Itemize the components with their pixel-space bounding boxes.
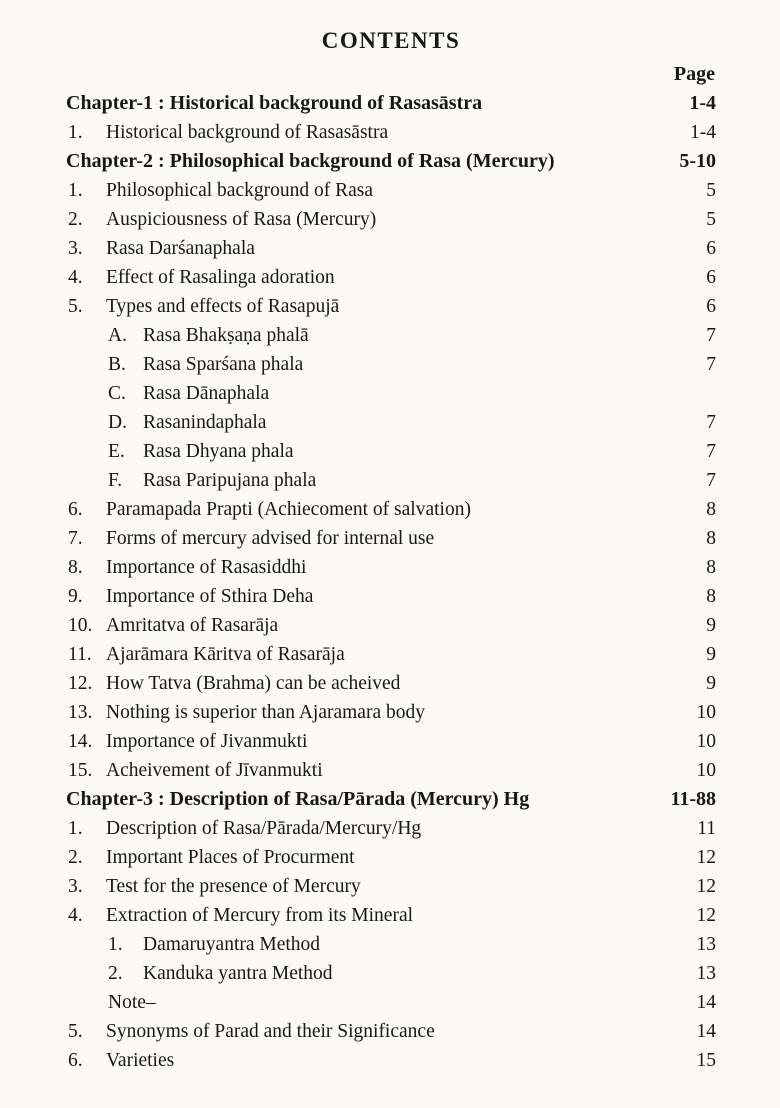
entry-title: Ajarāmara Kāritva of Rasarāja xyxy=(106,644,345,665)
toc-entry-row xyxy=(66,437,716,466)
entry-page-number: 12 xyxy=(696,905,716,926)
chapter-title: Chapter-2 : Philosophical background of Rasa (Mercury) xyxy=(66,150,555,172)
toc-entry-row xyxy=(66,321,716,350)
toc-entry-row xyxy=(66,205,716,234)
toc-entry-row xyxy=(66,669,716,698)
entry-number: 5. xyxy=(68,296,83,317)
entry-title: Important Places of Procurment xyxy=(106,847,355,868)
entry-number: 1. xyxy=(68,180,83,201)
entry-page-number: 14 xyxy=(696,1021,716,1042)
entry-page-number: 8 xyxy=(706,557,716,578)
entry-number: B. xyxy=(108,354,126,375)
chapter-title: Chapter-1 : Historical background of Rasasāstra xyxy=(66,92,483,114)
entry-title: Auspiciousness of Rasa (Mercury) xyxy=(106,209,377,230)
entry-number: C. xyxy=(108,383,126,404)
entry-page-number: 7 xyxy=(706,325,716,346)
entry-number: 3. xyxy=(68,238,83,259)
toc-entry-row xyxy=(66,553,716,582)
entry-title: Importance of Jivanmukti xyxy=(106,731,308,752)
toc-entry-row xyxy=(66,118,716,147)
toc-entry-row xyxy=(66,814,716,843)
entry-page-number: 7 xyxy=(706,412,716,433)
entry-number: 15. xyxy=(68,760,93,781)
entry-page-number: 1-4 xyxy=(689,92,716,114)
entry-number: 10. xyxy=(68,615,93,636)
toc-entry-row xyxy=(66,176,716,205)
entry-title: Historical background of Rasasāstra xyxy=(106,122,389,143)
entry-number: 9. xyxy=(68,586,83,607)
entry-page-number: 11-88 xyxy=(670,788,716,810)
toc-chapter-row xyxy=(66,89,716,118)
entry-title: Importance of Rasasiddhi xyxy=(106,557,307,578)
entry-number: 8. xyxy=(68,557,83,578)
entry-number: 2. xyxy=(68,209,83,230)
entry-title: Synonyms of Parad and their Significance xyxy=(106,1021,435,1042)
entry-page-number: 11 xyxy=(697,818,716,839)
page-title: CONTENTS xyxy=(321,28,461,53)
entry-page-number: 8 xyxy=(706,528,716,549)
entry-number: 11. xyxy=(68,644,92,665)
entry-title: Forms of mercury advised for internal use xyxy=(106,528,435,549)
toc-entry-row xyxy=(66,872,716,901)
entry-number: 1. xyxy=(68,122,83,143)
entry-title: Rasanindaphala xyxy=(143,412,267,433)
entry-number: 2. xyxy=(108,963,123,984)
entry-page-number: 9 xyxy=(706,644,716,665)
entry-page-number: 6 xyxy=(706,238,716,259)
entry-number: 6. xyxy=(68,1050,83,1071)
entry-number: 4. xyxy=(68,267,83,288)
entry-title: Kanduka yantra Method xyxy=(143,963,333,984)
toc-entry-row xyxy=(66,292,716,321)
toc-entry-row xyxy=(66,727,716,756)
entry-title: Rasa Dhyana phala xyxy=(143,441,294,462)
toc-entry-row xyxy=(66,611,716,640)
entry-number: 5. xyxy=(68,1021,83,1042)
entry-title: How Tatva (Brahma) can be acheived xyxy=(106,673,401,694)
toc-entry-row xyxy=(66,524,716,553)
toc-entry-row xyxy=(66,408,716,437)
toc-entry-row xyxy=(66,901,716,930)
entry-page-number: 10 xyxy=(696,731,716,752)
entry-number: F. xyxy=(108,470,123,491)
entry-number: D. xyxy=(108,412,127,433)
entry-number: A. xyxy=(108,325,127,346)
entry-page-number: 7 xyxy=(706,470,716,491)
entry-number: 6. xyxy=(68,499,83,520)
entry-title: Types and effects of Rasapujā xyxy=(106,296,340,317)
entry-number: 7. xyxy=(68,528,83,549)
entry-title: Damaruyantra Method xyxy=(143,934,321,955)
toc-entry-row xyxy=(66,930,716,959)
entry-title: Philosophical background of Rasa xyxy=(106,180,373,201)
entry-page-number: 8 xyxy=(706,499,716,520)
entry-page-number: 15 xyxy=(696,1050,716,1071)
entry-page-number: 8 xyxy=(706,586,716,607)
entry-title: Importance of Sthira Deha xyxy=(106,586,314,607)
toc-entry-row xyxy=(66,640,716,669)
entry-page-number: 6 xyxy=(706,267,716,288)
entry-page-number: 13 xyxy=(696,934,716,955)
entry-page-number: 1-4 xyxy=(690,122,716,143)
entry-page-number: 7 xyxy=(706,441,716,462)
toc-chapter-row xyxy=(66,785,716,814)
entry-title: Extraction of Mercury from its Mineral xyxy=(106,905,414,926)
entry-title: Rasa Darśanaphala xyxy=(106,238,255,259)
entry-title: Rasa Dānaphala xyxy=(143,383,270,404)
toc-entry-row xyxy=(66,234,716,263)
toc-entry-row xyxy=(66,988,716,1017)
entry-page-number: 14 xyxy=(696,992,716,1013)
entry-title: Description of Rasa/Pārada/Mercury/Hg xyxy=(106,818,422,839)
toc-entry-row xyxy=(66,756,716,785)
entry-title: Amritatva of Rasarāja xyxy=(106,615,279,636)
entry-number: 1. xyxy=(108,934,123,955)
toc-entry-row xyxy=(66,843,716,872)
entry-title: Note– xyxy=(108,992,156,1013)
entry-title: Test for the presence of Mercury xyxy=(106,876,361,897)
entry-number: 2. xyxy=(68,847,83,868)
entry-page-number: 12 xyxy=(696,876,716,897)
entry-page-number: 10 xyxy=(696,760,716,781)
entry-title: Acheivement of Jīvanmukti xyxy=(106,760,323,781)
entry-title: Nothing is superior than Ajaramara body xyxy=(106,702,425,723)
entry-page-number: 9 xyxy=(706,615,716,636)
entry-number: 3. xyxy=(68,876,83,897)
entry-title: Varieties xyxy=(106,1050,175,1071)
entry-number: 4. xyxy=(68,905,83,926)
entry-number: E. xyxy=(108,441,125,462)
toc-entry-row xyxy=(66,466,716,495)
entry-number: 1. xyxy=(68,818,83,839)
entry-page-number: 9 xyxy=(706,673,716,694)
entry-number: 12. xyxy=(68,673,93,694)
entry-page-number: 12 xyxy=(696,847,716,868)
toc-entry-row xyxy=(66,959,716,988)
entry-page-number: 6 xyxy=(706,296,716,317)
toc-entry-row xyxy=(66,582,716,611)
entry-page-number: 5 xyxy=(706,209,716,230)
entry-page-number: 10 xyxy=(696,702,716,723)
entry-title: Rasa Sparśana phala xyxy=(143,354,304,375)
toc-entry-row xyxy=(66,1046,716,1075)
entry-number: 13. xyxy=(68,702,93,723)
entry-page-number: 7 xyxy=(706,354,716,375)
entry-title: Paramapada Prapti (Achiecoment of salvation) xyxy=(106,499,471,520)
chapter-title: Chapter-3 : Description of Rasa/Pārada (Mercury) Hg xyxy=(66,788,530,810)
toc-entry-row xyxy=(66,350,716,379)
entry-number: 14. xyxy=(68,731,93,752)
toc-entry-row xyxy=(66,263,716,292)
toc-entry-row xyxy=(66,1017,716,1046)
entry-title: Rasa Bhakṣaṇa phalā xyxy=(143,325,309,346)
toc-chapter-row xyxy=(66,147,716,176)
entry-title: Effect of Rasalinga adoration xyxy=(106,267,335,288)
toc-entry-row xyxy=(66,698,716,727)
entry-title: Rasa Paripujana phala xyxy=(143,470,317,491)
page-column-header: Page xyxy=(673,63,715,85)
toc-entry-row xyxy=(66,379,716,408)
entry-page-number: 5 xyxy=(706,180,716,201)
entry-page-number: 13 xyxy=(696,963,716,984)
toc-entry-row xyxy=(66,495,716,524)
toc-list xyxy=(66,89,716,1075)
entry-page-number: 5-10 xyxy=(679,150,716,172)
